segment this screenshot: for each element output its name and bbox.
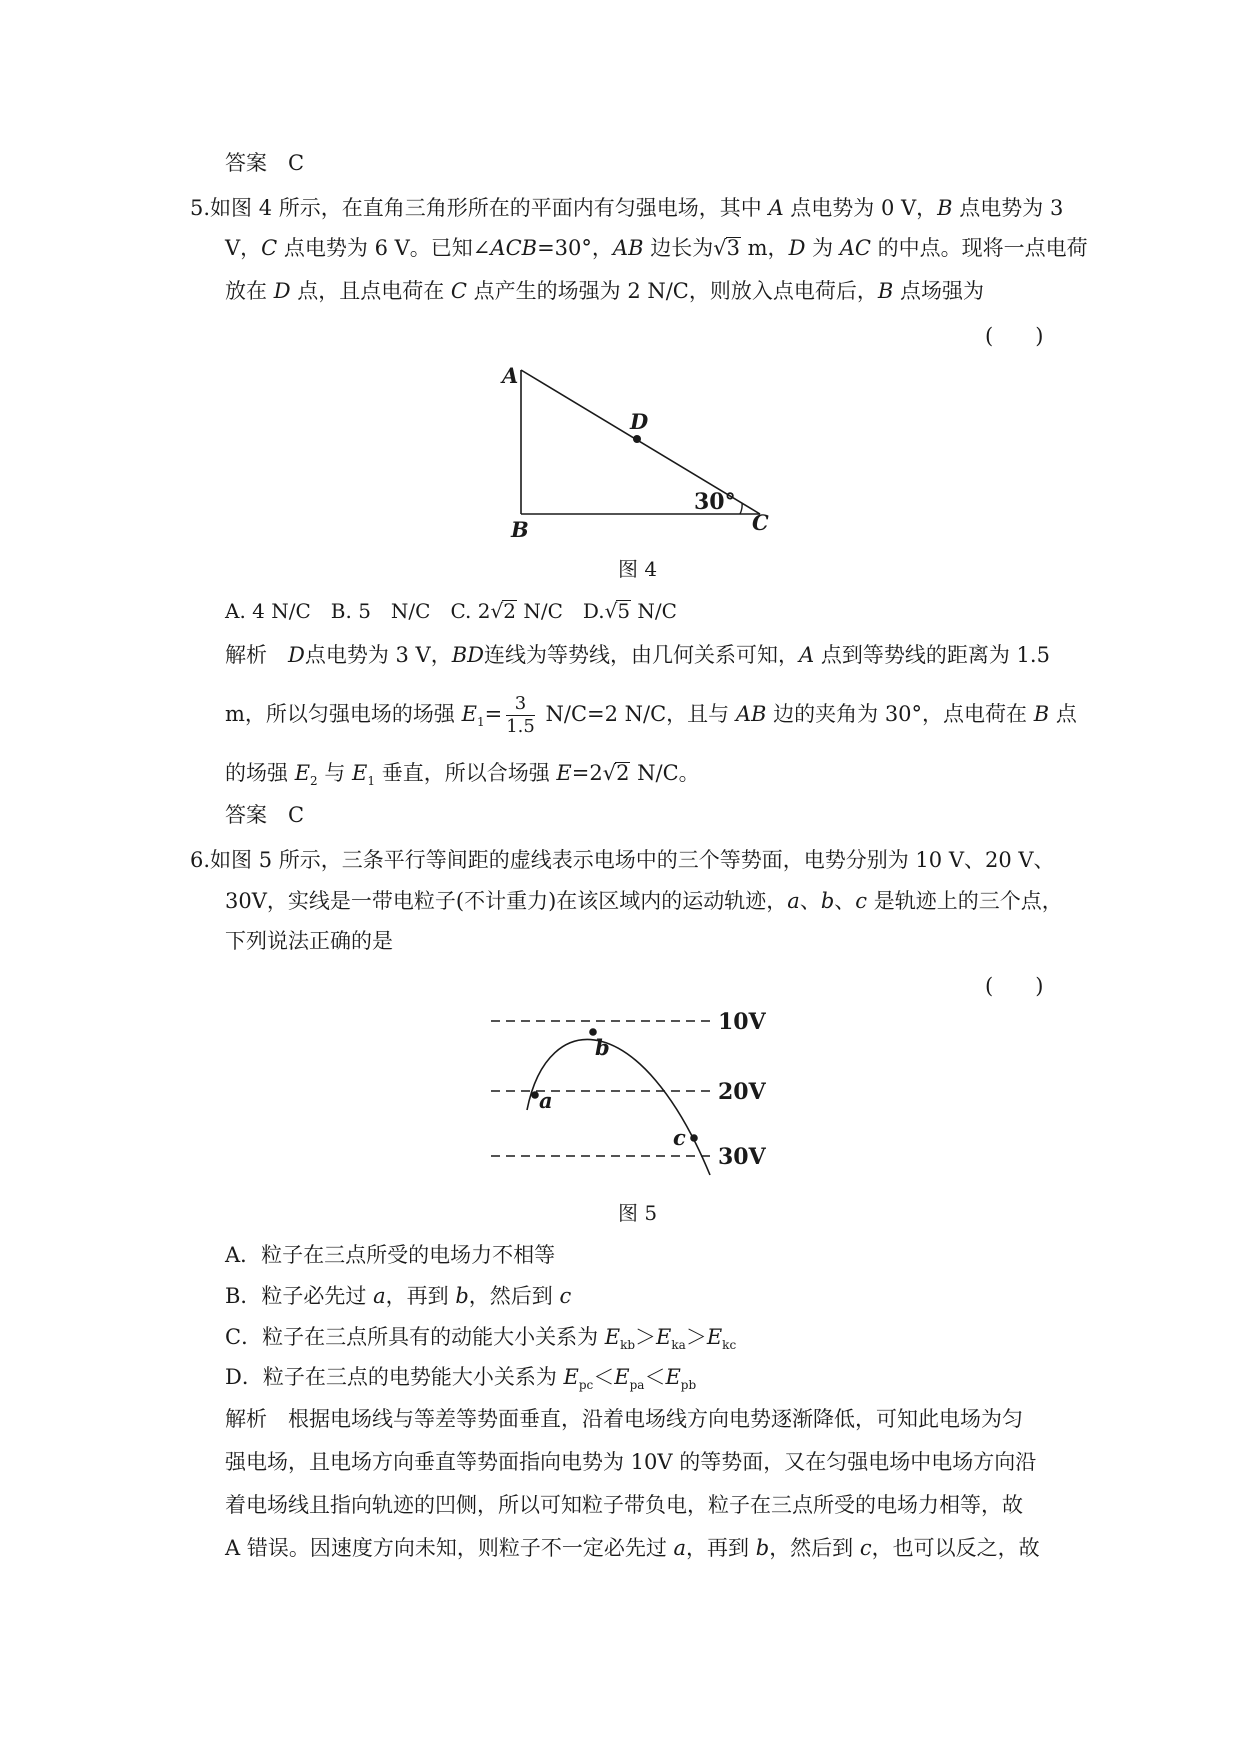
q5-analysis-text: 的场强: [225, 761, 295, 785]
label-b: b: [595, 1035, 610, 1060]
figure-5-caption: 图 5: [618, 1201, 658, 1225]
q6-symbol: a: [673, 1536, 687, 1560]
q5-analysis-text: =: [484, 702, 503, 726]
q5-symbol: A: [799, 643, 815, 667]
q5-text: 点电势为 3: [952, 196, 1064, 220]
option-d-radicand: 5: [617, 599, 631, 623]
q6-symbol: E: [665, 1365, 681, 1389]
q6-symbol: c: [559, 1284, 572, 1308]
answer-value: C: [288, 151, 305, 175]
label-a: A: [502, 363, 519, 388]
q5-line-3: [225, 276, 984, 306]
q5-options: [225, 596, 677, 626]
q6-line-1: [190, 845, 1055, 875]
prev-answer: [225, 148, 304, 178]
q6-answer-blank: ( ): [985, 974, 1044, 998]
q6-analysis-text: ，再到: [686, 1536, 756, 1560]
q5-symbol: E: [352, 761, 368, 785]
q5-text: 放在: [225, 279, 274, 303]
q6-analysis-text: ，也可以反之，故: [871, 1536, 1040, 1560]
q5-symbol: D: [788, 236, 806, 260]
q6-line-2: [225, 886, 1063, 916]
q5-answer: [225, 800, 304, 830]
q6-symbol: b: [455, 1284, 469, 1308]
q6-option-text: ＞: [635, 1325, 657, 1349]
q6-option-text: ，然后到: [468, 1284, 560, 1308]
subscript: pb: [680, 1378, 697, 1393]
q5-radicand: 3: [726, 236, 740, 260]
sqrt-sign: √: [602, 761, 617, 785]
q5-text: 点产生的场强为 2 N/C，则放入点电荷后，: [466, 279, 878, 303]
option-a: A. 4 N/C: [225, 599, 311, 623]
q6-analysis-line-3: 着电场线且指向轨迹的凹侧，所以可知粒子带负电，粒子在三点所受的电场力相等，故: [225, 1493, 1023, 1517]
q5-analysis-text: N/C=2 N/C，且与: [538, 702, 736, 726]
q5-symbol: B: [1033, 702, 1050, 726]
subscript: 1: [476, 715, 485, 730]
q5-symbol: AB: [735, 702, 767, 726]
q5-analysis-text: 点电势为 3 V，: [304, 643, 452, 667]
sqrt-sign: √: [490, 599, 504, 623]
q6-text: 、: [799, 889, 821, 913]
option-d-text: N/C: [631, 599, 677, 623]
radicand: 2: [616, 761, 630, 785]
option-d: [583, 599, 677, 623]
q6-symbol: b: [755, 1536, 770, 1560]
q6-analysis-line-1: [225, 1404, 1023, 1434]
q5-analysis-text: 边的夹角为 30°，点电荷在: [766, 702, 1034, 726]
q5-answer-blank: ( ): [985, 324, 1044, 348]
fraction-denominator: 1.5: [506, 716, 535, 737]
subscript: kc: [722, 1338, 737, 1353]
q5-symbol: A: [768, 196, 784, 220]
label-c: c: [673, 1125, 686, 1150]
q5-symbol: D: [288, 643, 305, 667]
q5-number: 5.: [190, 196, 211, 220]
analysis-label: 解析: [225, 1407, 267, 1431]
q5-analysis-text: 与: [317, 761, 353, 785]
q5-text: 点，且点电荷在: [290, 279, 451, 303]
q5-text: V，: [225, 236, 262, 260]
q5-analysis-line-1: [225, 640, 1050, 670]
q6-analysis-line-4: [225, 1533, 1040, 1563]
q6-symbol: E: [604, 1325, 621, 1349]
q5-symbol: D: [273, 279, 291, 303]
q6-option-a: A．粒子在三点所受的电场力不相等: [225, 1243, 556, 1267]
answer-label: 答案: [225, 803, 267, 827]
q5-symbol: B: [877, 279, 894, 303]
q6-symbol: a: [787, 889, 800, 913]
angle-label: 30°: [694, 489, 736, 515]
q6-option-text: C．粒子在三点所具有的动能大小关系为: [225, 1325, 605, 1349]
q6-option-text: ＜: [644, 1365, 666, 1389]
option-d-text: D.: [582, 599, 605, 623]
figure-4-triangle: [490, 360, 780, 550]
q5-text: 点电势为 6 V。已知∠: [277, 236, 491, 260]
q6-option-text: ＞: [685, 1325, 707, 1349]
angle-arc: [740, 503, 742, 514]
q5-text: =30°，: [537, 236, 613, 260]
q6-symbol: b: [820, 889, 835, 913]
q6-analysis-text: ，然后到: [769, 1536, 860, 1560]
q6-option-text: B．粒子必先过: [225, 1284, 374, 1308]
q6-analysis-text: 根据电场线与等差等势面垂直，沿着电场线方向电势逐渐降低，可知此电场为匀: [288, 1407, 1023, 1431]
q5-analysis-text: m，所以匀强电场的场强: [225, 702, 462, 726]
subscript: 2: [310, 774, 318, 789]
q5-symbol: E: [294, 761, 311, 785]
answer-label: 答案: [225, 151, 267, 175]
q5-symbol: ACB: [490, 236, 538, 260]
q5-text: m，: [740, 236, 789, 260]
option-c-text: N/C: [516, 599, 563, 623]
label-c: C: [752, 510, 769, 535]
label-10v: 10V: [718, 1009, 766, 1035]
q5-analysis-text: 点到等势线的距离为 1.5: [814, 643, 1050, 667]
q6-symbol: a: [373, 1284, 386, 1308]
q6-symbol: E: [706, 1325, 723, 1349]
q5-line-1: [190, 193, 1063, 223]
q5-symbol: B: [937, 196, 953, 220]
q5-text: 的中点。现将一点电荷: [871, 236, 1088, 260]
q5-text: 点电势为 0 V，: [783, 196, 938, 220]
point-c: [690, 1134, 698, 1142]
trajectory: [527, 1040, 710, 1175]
sqrt-sign: √: [713, 236, 727, 260]
q6-symbol: E: [656, 1325, 672, 1349]
option-b: B. 5 N/C: [330, 599, 431, 623]
q6-line-3: 下列说法正确的是: [225, 929, 393, 953]
q5-analysis-text: 垂直，所以合场强: [375, 761, 557, 785]
figure-4-caption: 图 4: [618, 557, 658, 581]
label-a: a: [539, 1088, 553, 1113]
q6-option-text: ＜: [593, 1365, 615, 1389]
q5-text: 为: [805, 236, 840, 260]
point-a: [531, 1091, 539, 1099]
analysis-label: 解析: [225, 643, 267, 667]
q5-text: 点场强为: [893, 279, 984, 303]
q6-option-b: [225, 1281, 571, 1311]
label-d: D: [630, 409, 649, 434]
fraction-numerator: 3: [506, 693, 535, 716]
q6-text: 是轨迹上的三个点，: [867, 889, 1063, 913]
q5-analysis-text: 连线为等势线，由几何关系可知，: [484, 643, 800, 667]
q6-option-text: D．粒子在三点的电势能大小关系为: [225, 1365, 564, 1389]
q5-analysis-text: 点: [1049, 702, 1077, 726]
q6-option-d: [225, 1362, 696, 1400]
q6-number: 6.: [190, 848, 211, 872]
sqrt-sign: √: [604, 599, 618, 623]
subscript: ka: [671, 1338, 686, 1353]
subscript: pa: [629, 1378, 645, 1393]
q5-analysis-text: =2: [571, 761, 603, 785]
q5-symbol: C: [450, 279, 467, 303]
option-c-radicand: 2: [503, 599, 516, 623]
q5-symbol: AB: [612, 236, 644, 260]
q6-symbol: c: [855, 889, 868, 913]
fraction: [506, 693, 535, 738]
option-c-text: C. 2: [450, 599, 491, 623]
q5-analysis-line-2: [225, 692, 1077, 744]
q6-analysis-text: A 错误。因速度方向未知，则粒子不一定必先过: [225, 1536, 674, 1560]
option-c: [450, 599, 562, 623]
q6-text: 如图 5 所示，三条平行等间距的虚线表示电场中的三个等势面，电势分别为 10 V、20 V、: [210, 848, 1055, 872]
subscript: 1: [367, 774, 376, 789]
label-b: B: [511, 517, 529, 542]
point-d: [633, 435, 641, 443]
q5-text: 如图 4 所示，在直角三角形所在的平面内有匀强电场，其中: [210, 196, 769, 220]
figure-5-equipotentials: [480, 1000, 780, 1185]
q6-analysis-line-2: 强电场，且电场方向垂直等势面指向电势为 10V 的等势面，又在匀强电场中电场方向沿: [225, 1450, 1037, 1474]
q5-symbol: E: [556, 761, 572, 785]
q5-symbol: AC: [839, 236, 871, 260]
q5-symbol: E: [461, 702, 477, 726]
q6-symbol: E: [563, 1365, 579, 1389]
q6-text: 30V，实线是一带电粒子(不计重力)在该区域内的运动轨迹，: [225, 889, 788, 913]
q5-symbol: C: [261, 236, 278, 260]
answer-value: C: [288, 803, 305, 827]
q6-symbol: E: [614, 1365, 630, 1389]
subscript: kb: [620, 1338, 636, 1353]
q6-option-text: ，再到: [385, 1284, 456, 1308]
q5-analysis-line-3: [225, 758, 700, 796]
q6-text: 、: [834, 889, 856, 913]
q5-line-2: [225, 233, 1088, 263]
q6-symbol: c: [859, 1536, 872, 1560]
subscript: pc: [578, 1378, 594, 1393]
q5-analysis-text: N/C。: [630, 761, 700, 785]
q5-text: 边长为: [643, 236, 714, 260]
q5-symbol: BD: [451, 643, 485, 667]
label-20v: 20V: [718, 1079, 766, 1105]
label-30v: 30V: [718, 1144, 766, 1170]
q6-option-c: [225, 1322, 736, 1360]
